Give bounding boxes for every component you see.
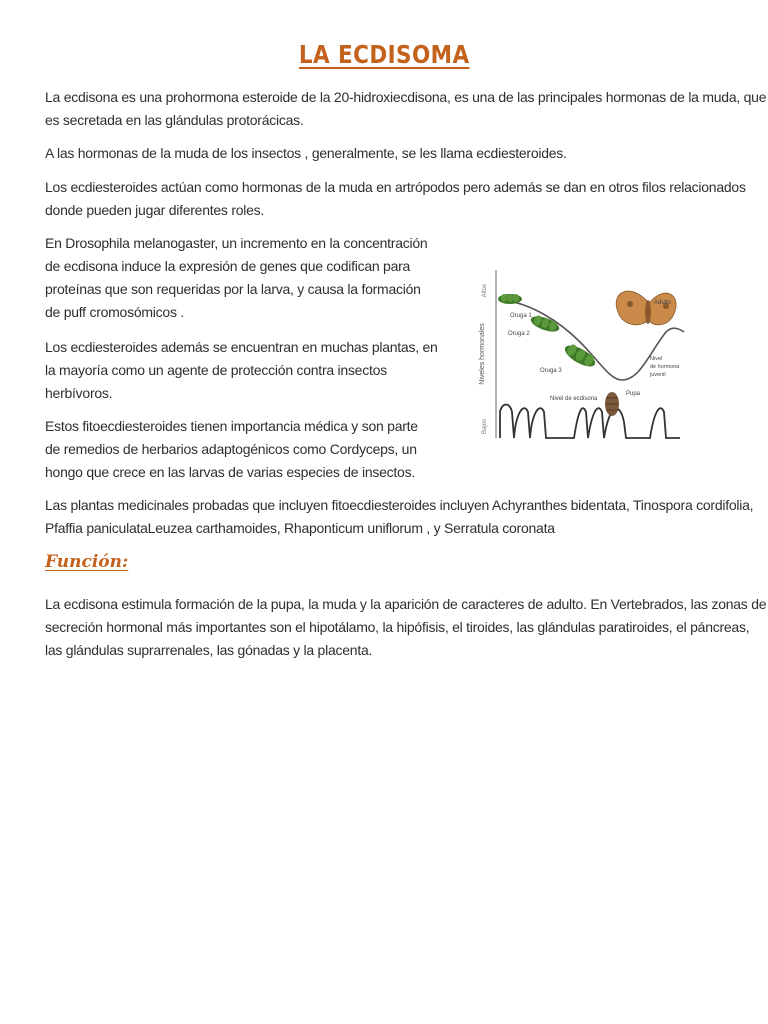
text-line: herbívoros. — [45, 385, 113, 401]
text-line: hongo que crece en las larvas de varias especies de insectos. — [45, 464, 415, 480]
paragraph-arthropods — [45, 176, 746, 222]
label-juvenile-2: de hormona — [650, 364, 680, 370]
paragraph-funcion — [45, 593, 766, 662]
text-line: de puff cromosómicos . — [45, 304, 184, 320]
label-oruga1: Oruga 1 — [510, 313, 532, 319]
ecdysone-curve — [500, 405, 680, 439]
hormone-diagram — [470, 262, 692, 446]
y-low-label: Bajos — [482, 418, 488, 434]
text-line: la mayoría como un agente de protección contra insectos — [45, 362, 387, 378]
text-line: las glándulas suprarrenales, las gónadas y la placenta. — [45, 642, 373, 658]
text-line: proteínas que son requeridas por la larva, y causa la formación — [45, 281, 421, 297]
label-adulto: Adulto — [654, 300, 672, 306]
label-juvenile-3: juvenil — [650, 372, 666, 378]
text-line: Pfaffia paniculataLeuzea carthamoides, Rhaponticum uniflorum , y Serratula coronata — [45, 520, 555, 536]
paragraph-definition — [45, 86, 766, 132]
text-line: de ecdisona induce la expresión de genes que codifican para — [45, 258, 411, 274]
text-line: Los ecdiesteroides actúan como hormonas de la muda en artrópodos pero además se dan en otros filos relacionados — [45, 179, 746, 195]
text-line: Estos fitoecdiesteroides tienen importancia médica y son parte — [45, 418, 418, 434]
paragraph-phytoecdysteroids — [45, 415, 418, 484]
label-juvenile-1: Nivel — [650, 356, 663, 362]
paragraph-medicinal-plants — [45, 494, 753, 540]
y-high-label: Altos — [482, 284, 488, 298]
hormone-level-figure — [470, 262, 692, 446]
label-pupa: Pupa — [626, 391, 641, 397]
page-title-container — [0, 40, 768, 69]
paragraph-plants — [45, 336, 438, 405]
label-oruga3: Oruga 3 — [540, 368, 562, 374]
paragraph-molting-hormones — [45, 142, 567, 165]
text-line: de remedios de herbarios adaptogénicos como Cordyceps, un — [45, 441, 417, 457]
caterpillar-3-icon — [562, 341, 598, 370]
text-line: Las plantas medicinales probadas que incluyen fitoecdiesteroides incluyen Achyranthes bidentata, Tinospora cordifolia, — [45, 497, 754, 513]
moth-icon — [616, 291, 676, 325]
text-line: secreción hormonal más importantes son el hipotálamo, la hipófisis, el tiroides, las glándulas paratiroides, el páncreas, — [45, 619, 750, 635]
y-axis-label: Niveles hormonales — [479, 323, 486, 385]
paragraph-drosophila — [45, 232, 427, 324]
text-line: La ecdisona es una prohormona esteroide de la 20-hidroxiecdisona, es una de las principales hormonas de la muda, que — [45, 89, 767, 105]
section-title-funcion: Función: — [45, 552, 129, 572]
text-line: A las hormonas de la muda de los insectos , generalmente, se les llama ecdiesteroides. — [45, 145, 567, 161]
text-line: La ecdisona estimula formación de la pupa, la muda y la aparición de caracteres de adulto. En Vertebrados, las zonas de — [45, 596, 767, 612]
text-line: En Drosophila melanogaster, un incremento en la concentración — [45, 235, 428, 251]
text-line: donde pueden jugar diferentes roles. — [45, 202, 265, 218]
text-line: es secretada en las glándulas protorácicas. — [45, 112, 304, 128]
pupa-icon — [605, 392, 619, 416]
caterpillar-2-icon — [529, 313, 561, 335]
label-oruga2: Oruga 2 — [508, 331, 530, 337]
page-title: LA ECDISOMA — [298, 40, 470, 69]
label-ecdisona: Nivel de ecdisona — [550, 396, 598, 402]
caterpillar-1-icon — [498, 294, 522, 304]
text-line: Los ecdiesteroides además se encuentran en muchas plantas, en — [45, 339, 438, 355]
